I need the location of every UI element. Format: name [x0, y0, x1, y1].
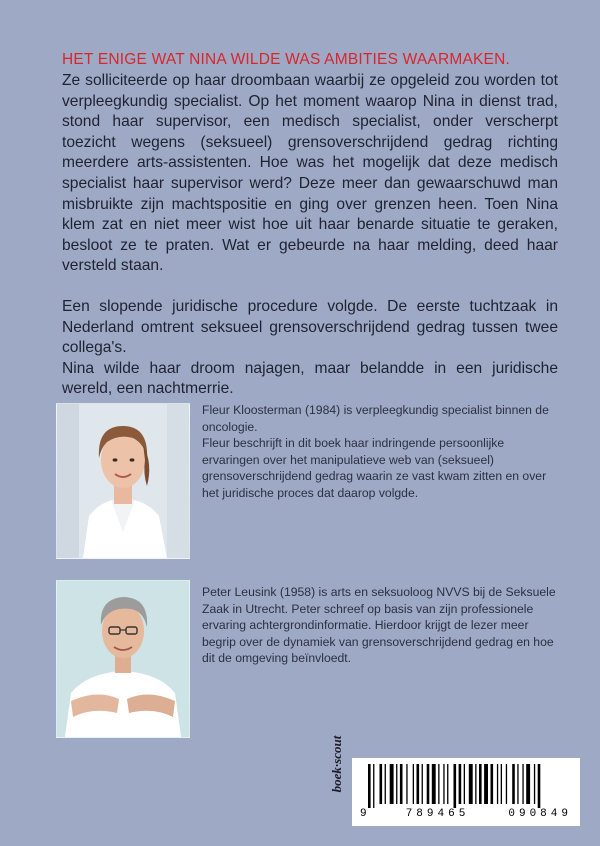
author-bio-fleur [202, 402, 560, 502]
author-bio-peter-text: Peter Leusink (1958) is arts en seksuoloog NVVS bij de Seksuele Zaak in Utrecht. Peter schreef op basis van zijn professionele ervaring achtergrondinformatie. Hierdoor krijgt de lezer meer begrip over de dynamiek van grensoverschrijdend gedrag en hoe dit de omgeving beïnvloedt. [202, 585, 556, 666]
isbn-barcode [352, 758, 580, 826]
author-bio-fleur-intro: Fleur Kloosterman (1984) is verpleegkundig specialist binnen de oncologie. [202, 403, 549, 434]
publisher-logo [326, 716, 348, 812]
barcode-bars [364, 764, 568, 808]
barcode-digits [360, 808, 572, 820]
author-bio-peter [202, 584, 560, 667]
headline: HET ENIGE WAT NINA WILDE WAS AMBITIES WAARMAKEN. [62, 51, 510, 68]
barcode-digit-first: 9 [360, 808, 367, 820]
synopsis-paragraph-3: Nina wilde haar droom najagen, maar belandde in een juridische wereld, een nachtmerrie. [62, 359, 558, 398]
author-photo-fleur [56, 403, 190, 559]
author-photo-peter [56, 580, 190, 738]
barcode-group-right: 090849 [508, 808, 572, 820]
publisher-name: boek·scout [329, 735, 344, 793]
synopsis [62, 71, 558, 400]
synopsis-paragraph-1: Ze solliciteerde op haar droombaan waarbij ze opgeleid zou worden tot verpleegkundig specialist. Op het moment waarop Nina in dienst trad, stond haar supervisor, een medisch specialist, onder verscherpt toezicht wegens (seksueel) grensoverschrijdend gedrag richting meerdere arts-assistenten. Hoe was het mogelijk dat deze medisch specialist haar supervisor werd? Deze meer dan gewaarschuwd man misbruikte zijn machtspositie en ging over grenzen heen. Toen Nina klem zat en niet meer wist hoe uit haar benarde situatie te geraken, besloot ze te praten. Wat er gebeurde na haar melding, deed haar versteld staan. [62, 72, 558, 275]
synopsis-paragraph-2: Een slopende juridische procedure volgde. De eerste tuchtzaak in Nederland omtrent seksueel grensoverschrijdend gedrag tussen twee collega's. [62, 297, 558, 357]
author-bio-fleur-text: Fleur beschrijft in dit boek haar indringende persoonlijke ervaringen over het manipulatieve web van (seksueel) grensoverschrijdend gedrag waarin ze vast kwam zitten en over het juridische proces dat daarop volgde. [202, 436, 547, 500]
barcode-group-left: 789465 [405, 808, 470, 820]
